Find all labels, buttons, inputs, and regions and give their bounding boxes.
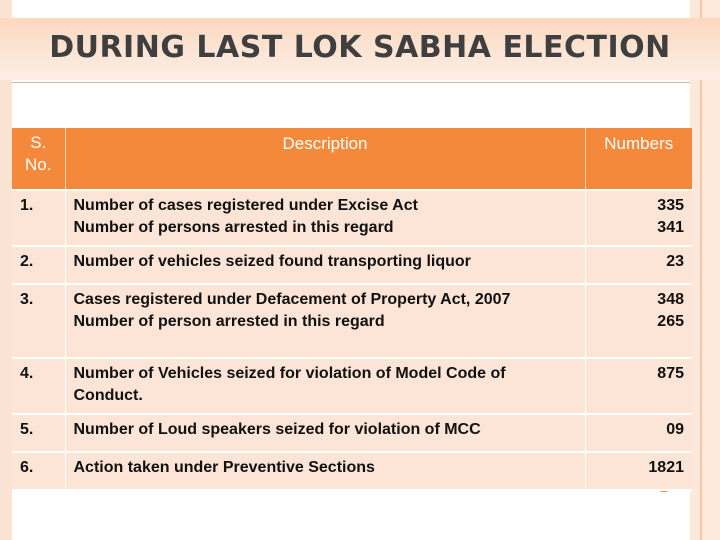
header-description: Description — [65, 128, 585, 190]
row-description: Cases registered under Defacement of Property Act, 2007 Number of person arrested in this regard — [65, 284, 585, 358]
row-numbers: 875 — [585, 358, 692, 414]
table-row — [12, 358, 692, 414]
row-description: Action taken under Preventive Sections — [65, 452, 585, 490]
row-sno: 1. — [12, 190, 65, 246]
header-numbers: Numbers — [585, 128, 692, 190]
row-description: Number of cases registered under Excise Act Number of persons arrested in this regard — [65, 190, 585, 246]
row-sno: 4. — [12, 358, 65, 414]
table-row — [12, 190, 692, 246]
table-row — [12, 246, 692, 284]
table-row — [12, 284, 692, 358]
election-data-table — [12, 128, 692, 491]
row-sno: 5. — [12, 414, 65, 452]
slide-title: DURING LAST LOK SABHA ELECTION — [49, 30, 671, 65]
row-sno: 3. — [12, 284, 65, 358]
slide-right-border — [690, 0, 720, 540]
row-description: Number of Vehicles seized for violation of Model Code of Conduct. — [65, 358, 585, 414]
row-numbers: 23 — [585, 246, 692, 284]
row-numbers: 09 — [585, 414, 692, 452]
row-numbers: 1821 — [585, 452, 692, 490]
table-header-row — [12, 128, 692, 190]
row-sno: 2. — [12, 246, 65, 284]
slide-right-border-line — [700, 0, 702, 540]
header-sno: S. No. — [12, 128, 65, 190]
title-divider — [12, 82, 690, 83]
row-description: Number of Loud speakers seized for violation of MCC — [65, 414, 585, 452]
table-row — [12, 452, 692, 490]
row-description: Number of vehicles seized found transporting liquor — [65, 246, 585, 284]
row-numbers: 348 265 — [585, 284, 692, 358]
table-row — [12, 414, 692, 452]
row-sno: 6. — [12, 452, 65, 490]
slide-left-border — [0, 0, 12, 540]
row-numbers: 335 341 — [585, 190, 692, 246]
